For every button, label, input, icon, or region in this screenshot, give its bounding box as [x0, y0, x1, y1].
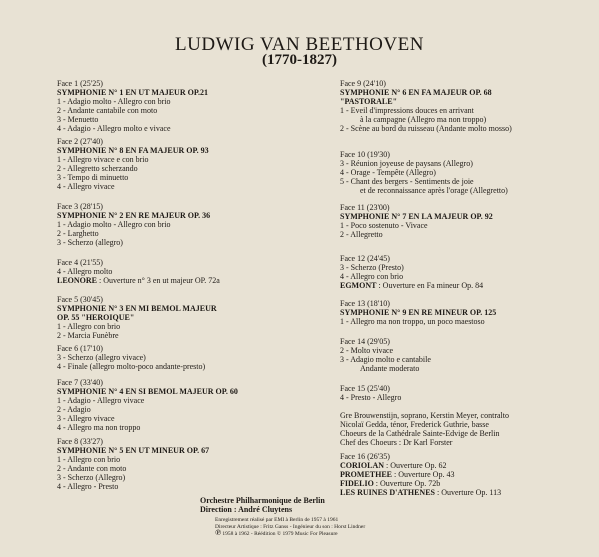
left-face-block: [57, 437, 347, 491]
right-face-block: [340, 254, 590, 290]
symphony-title: SYMPHONIE N° 2 EN RE MAJEUR OP. 36: [57, 211, 211, 220]
page-dates: (1770-1827): [262, 52, 337, 68]
overture-detail: : Ouverture Op. 113: [435, 488, 502, 497]
overture-name: PROMETHEE: [340, 470, 393, 479]
face-label: Face 11 (23'00): [340, 203, 390, 212]
movement-item: 1 - Allegro ma non troppo, un poco maestoso: [340, 317, 485, 326]
movement-item: à la campagne (Allegro ma non troppo): [360, 115, 487, 124]
phonogram-mark: ℗: [215, 528, 221, 537]
overture-line: [340, 470, 590, 479]
face-label: Face 2 (27'40): [57, 137, 103, 146]
overture-name: LEONORE: [57, 276, 98, 285]
movement-item: 5 - Chant des bergers - Sentiments de joie: [340, 177, 474, 186]
movement-item: 1 - Adagio - Allegro vivace: [57, 396, 145, 405]
movement-item: 1 - Allegro con brio: [57, 322, 121, 331]
symphony-title: SYMPHONIE N° 6 EN FA MAJEUR OP. 68: [340, 88, 492, 97]
orchestra-name: Orchestre Philharmonique de Berlin: [200, 496, 325, 505]
right-face-block: [340, 384, 590, 447]
overture-line: [340, 281, 590, 290]
movement-item: 3 - Scherzo (allegro vivace): [57, 353, 146, 362]
movement-item: 2 - Scène au bord du ruisseau (Andante molto mosso): [340, 124, 512, 133]
movement-item: 2 - Allegretto: [340, 230, 383, 239]
movement-item: 4 - Adagio - Allegro molto e vivace: [57, 124, 171, 133]
face-label: Face 1 (25'25): [57, 79, 103, 88]
movement-item: 3 - Scherzo (Presto): [340, 263, 404, 272]
movement-item: 1 - Eveil d'impressions douces en arrivant: [340, 106, 474, 115]
face-label: Face 14 (29'05): [340, 337, 390, 346]
movement-item: 4 - Allegro con brio: [340, 272, 404, 281]
symphony-title: SYMPHONIE N° 8 EN FA MAJEUR OP. 93: [57, 146, 209, 155]
movement-item: 4 - Orage - Tempête (Allegro): [340, 168, 436, 177]
overture-line: [340, 461, 590, 470]
overture-name: LES RUINES D'ATHENES: [340, 488, 435, 497]
movement-item: 4 - Allegro molto: [57, 267, 113, 276]
overture-name: CORIOLAN: [340, 461, 385, 470]
symphony-subtitle: "PASTORALE": [340, 97, 398, 106]
credit-line-3-text: 1958 à 1962 - Réédition © 1979 Music For Pleasure: [222, 531, 338, 537]
face-label: Face 4 (21'55): [57, 258, 103, 267]
movement-item: 2 - Molto vivace: [340, 346, 394, 355]
conductor-name: Direction : André Cluytens: [200, 505, 293, 514]
movement-item: Choeurs de la Cathédrale Sainte-Edvige de Berlin: [340, 429, 500, 438]
symphony-title: SYMPHONIE N° 9 EN RE MINEUR OP. 125: [340, 308, 497, 317]
right-face-block: [340, 203, 590, 239]
symphony-title: SYMPHONIE N° 7 EN LA MAJEUR OP. 92: [340, 212, 493, 221]
movement-item: 2 - Andante cantabile con moto: [57, 106, 158, 115]
movement-item: 1 - Allegro vivace e con brio: [57, 155, 149, 164]
movement-item: [340, 402, 590, 411]
left-face-block: [57, 378, 347, 432]
left-face-block: [57, 258, 347, 285]
left-face-block: [57, 202, 347, 247]
face-label: Face 8 (33'27): [57, 437, 103, 446]
face-label: Face 16 (26'35): [340, 452, 390, 461]
overture-line: [57, 276, 347, 285]
movement-item: 4 - Presto - Allegro: [340, 393, 402, 402]
right-face-block: [340, 452, 590, 497]
symphony-title: SYMPHONIE N° 1 EN UT MAJEUR OP.21: [57, 88, 208, 97]
face-label: Face 5 (30'45): [57, 295, 103, 304]
symphony-title: SYMPHONIE N° 3 EN MI BEMOL MAJEUR: [57, 304, 217, 313]
performers-footer: [200, 496, 440, 514]
movement-item: 3 - Scherzo (Allegro): [57, 473, 126, 482]
movement-item: 2 - Marcia Funèbre: [57, 331, 119, 340]
movement-item: 1 - Allegro con brio: [57, 455, 121, 464]
movement-item: 3 - Tempo di minuetto: [57, 173, 129, 182]
movement-item: Nicolaï Gedda, ténor, Frederick Guthrie, basse: [340, 420, 489, 429]
movement-item: 4 - Allegro ma non troppo: [57, 423, 141, 432]
movement-item: 4 - Finale (allegro molto-poco andante-presto): [57, 362, 206, 371]
overture-line: [340, 479, 590, 488]
overture-detail: : Ouverture Op. 62: [384, 461, 447, 470]
right-face-block: [340, 337, 590, 373]
overture-name: FIDELIO: [340, 479, 374, 488]
left-face-block: [57, 344, 347, 371]
right-face-block: [340, 79, 590, 133]
right-face-block: [340, 299, 590, 326]
face-label: Face 12 (24'45): [340, 254, 390, 263]
movement-item: 2 - Adagio: [57, 405, 91, 414]
face-label: Face 9 (24'10): [340, 79, 386, 88]
credit-line-2: Directeur Artistique : Fritz Ganss - Ingénieur du son : Horst Lindner: [215, 523, 366, 530]
symphony-title: SYMPHONIE N° 4 EN SI BEMOL MAJEUR OP. 60: [57, 387, 238, 396]
credit-line-3: [215, 530, 455, 538]
face-label: Face 3 (28'15): [57, 202, 103, 211]
movement-item: Gre Brouwenstijn, soprano, Kerstin Meyer, contralto: [340, 411, 509, 420]
face-label: Face 10 (19'30): [340, 150, 390, 159]
right-face-block: [340, 150, 590, 195]
overture-name: EGMONT: [340, 281, 377, 290]
movement-item: 4 - Allegro - Presto: [57, 482, 119, 491]
movement-item: 1 - Poco sostenuto - Vivace: [340, 221, 428, 230]
movement-item: 1 - Adagio molto - Allegro con brio: [57, 220, 171, 229]
credit-line-1: Enregistrement réalisé par EMI à Berlin de 1957 à 1961: [215, 517, 339, 523]
movement-item: 2 - Larghetto: [57, 229, 99, 238]
movement-item: 3 - Scherzo (allegro): [57, 238, 123, 247]
left-face-block: [57, 137, 347, 191]
overture-detail: : Ouverture n° 3 en ut majeur OP. 72a: [97, 276, 220, 285]
movement-item: Chef des Choeurs : Dr Karl Forster: [340, 438, 453, 447]
movement-item: 1 - Adagio molto - Allegro con brio: [57, 97, 171, 106]
left-face-block: [57, 295, 347, 340]
overture-detail: : Ouverture Op. 43: [392, 470, 455, 479]
movement-item: Andante moderato: [360, 364, 420, 373]
face-label: Face 7 (33'40): [57, 378, 103, 387]
movement-item: 3 - Adagio molto e cantabile: [340, 355, 431, 364]
page-title: LUDWIG VAN BEETHOVEN: [175, 34, 424, 55]
movement-item: 2 - Andante con moto: [57, 464, 127, 473]
symphony-title: SYMPHONIE N° 5 EN UT MINEUR OP. 67: [57, 446, 210, 455]
movement-item: 4 - Allegro vivace: [57, 182, 115, 191]
movement-item: 3 - Réunion joyeuse de paysans (Allegro): [340, 159, 473, 168]
recording-credits: [215, 517, 455, 538]
face-label: Face 15 (25'40): [340, 384, 390, 393]
movement-item: 2 - Allegretto scherzando: [57, 164, 138, 173]
face-label: Face 6 (17'10): [57, 344, 103, 353]
symphony-subtitle: OP. 55 "HEROIQUE": [57, 313, 135, 322]
movement-item: 3 - Allegro vivace: [57, 414, 115, 423]
overture-detail: : Ouverture en Fa mineur Op. 84: [376, 281, 484, 290]
movement-item: et de reconnaissance après l'orage (Allegretto): [360, 186, 508, 195]
overture-detail: : Ouverture Op. 72b: [373, 479, 441, 488]
left-face-block: [57, 79, 347, 133]
movement-item: 3 - Menuetto: [57, 115, 99, 124]
face-label: Face 13 (18'10): [340, 299, 390, 308]
